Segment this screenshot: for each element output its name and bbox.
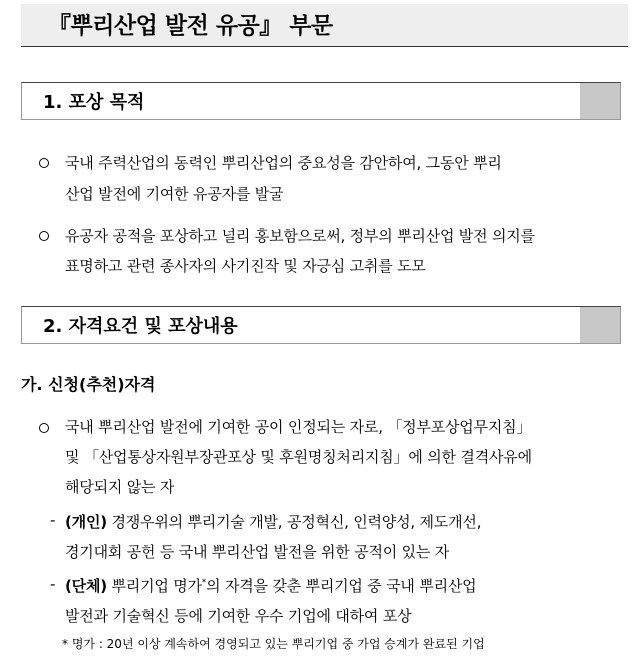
group-text-1b: 의 자격을 갖춘 뿌리기업 중 국내 뿌리산업 [206, 577, 477, 595]
footnote-mark: * [201, 578, 207, 588]
individual-line-2: 경기대회 공헌 등 국내 뿌리산업 발전을 위한 공적이 있는 자 [65, 543, 450, 561]
eligibility-line-1: 국내 뿌리산업 발전에 기여한 공이 인정되는 자로, 「정부포상업무지침」 [65, 418, 532, 436]
individual-text-1: 경쟁우위의 뿌리기술 개발, 공정혁신, 인력양성, 제도개선, [111, 513, 482, 531]
group-line-2: 발전과 기술혁신 등에 기여한 우수 기업에 대하여 포상 [65, 607, 412, 625]
individual-dash: - [50, 511, 56, 529]
group-text-1a: 뿌리기업 명가 [111, 577, 202, 595]
bullet-circle [39, 231, 49, 241]
section-1-header-shade [580, 83, 620, 119]
group-line-1 [65, 575, 476, 596]
purpose-bullet-2-line-1: 유공자 공적을 포상하고 널리 홍보함으로써, 정부의 뿌리산업 발전 의지를 [65, 227, 535, 245]
footnote: * 명가 : 20년 이상 계속하여 경영되고 있는 뿌리기업 중 가업 승계가 완료된 기업 [62, 637, 485, 651]
section-1-header [21, 82, 621, 120]
individual-line-1 [65, 511, 481, 532]
purpose-bullet-2-line-2: 표명하고 관련 종사자의 사기진작 및 자긍심 고취를 도모 [65, 257, 426, 275]
section-1-title: 1. 포상 목적 [43, 92, 145, 113]
purpose-bullet-1-line-1: 국내 주력산업의 동력인 뿌리산업의 중요성을 감안하여, 그동안 뿌리 [65, 154, 502, 172]
group-label: (단체) [65, 577, 107, 595]
section-2-header [21, 306, 621, 344]
individual-label: (개인) [65, 513, 107, 531]
title-banner [21, 4, 628, 47]
eligibility-subheading: 가. 신청(추천)자격 [21, 375, 156, 394]
eligibility-line-3: 해당되지 않는 자 [65, 478, 175, 496]
page-title: 『뿌리산업 발전 유공』 부문 [48, 13, 333, 39]
section-2-title: 2. 자격요건 및 포상내용 [43, 316, 238, 337]
bullet-circle [39, 423, 49, 433]
bullet-circle [39, 158, 49, 168]
purpose-bullet-1-line-2: 산업 발전에 기여한 유공자를 발굴 [65, 185, 284, 203]
section-2-header-shade [580, 307, 620, 343]
eligibility-line-2: 및 「산업통상자원부장관포상 및 후원명칭처리지침」에 의한 결격사유에 [65, 448, 532, 466]
group-dash: - [50, 575, 56, 593]
